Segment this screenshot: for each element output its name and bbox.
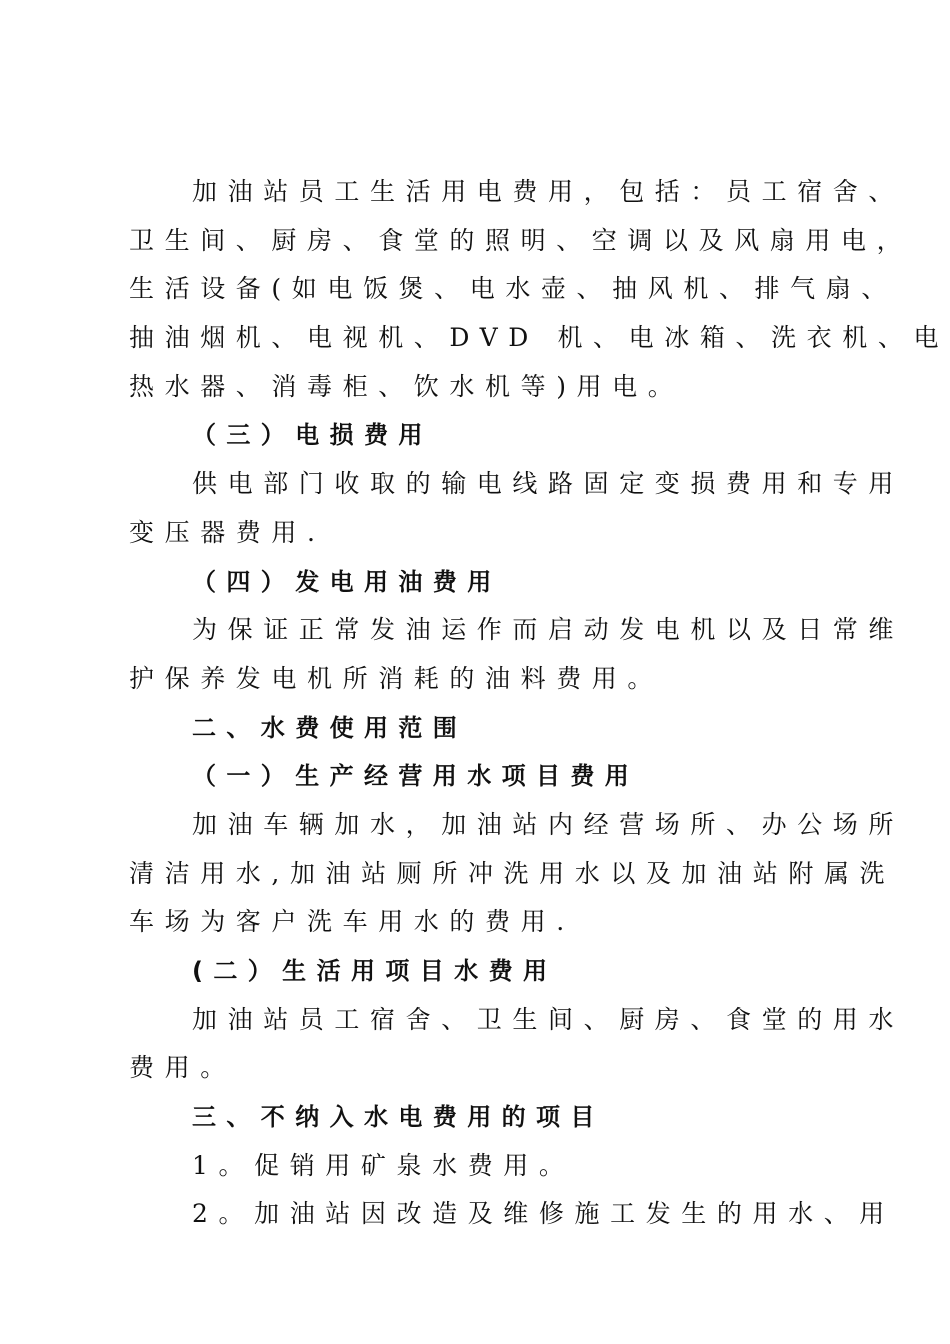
- document-body: [129, 168, 950, 1239]
- paragraph-line: 加油车辆加水，加油站内经营场所、办公场所: [192, 809, 905, 839]
- list-item: 1。促销用矿泉水费用。: [192, 1150, 575, 1180]
- section-heading: （三）电损费用: [192, 421, 433, 450]
- section-heading: 三、不纳入水电费用的项目: [192, 1103, 605, 1132]
- paragraph-line: 车场为客户洗车用水的费用.: [129, 907, 575, 937]
- paragraph-line: 加油站员工生活用电费用，包括：员工宿舍、: [192, 177, 905, 206]
- section-heading: (二）生活用项目水费用: [192, 957, 558, 985]
- paragraph-line: 加油站员工宿舍、卫生间、厨房、食堂的用水: [192, 1004, 905, 1034]
- paragraph-line: 抽油烟机、电视机、DVD 机、电冰箱、洗衣机、电: [129, 323, 950, 353]
- paragraph-line: 卫生间、厨房、食堂的照明、空调以及风扇用电，: [129, 225, 913, 255]
- section-heading: （四）发电用油费用: [192, 567, 502, 596]
- list-item: 2。加油站因改造及维修施工发生的用水、用: [192, 1199, 895, 1229]
- paragraph-line: 为保证正常发油运作而启动发电机以及日常维: [192, 615, 905, 645]
- paragraph-line: 热水器、消毒柜、饮水机等)用电。: [129, 371, 684, 401]
- paragraph-line: 费用。: [129, 1053, 236, 1083]
- paragraph-line: 护保养发电机所消耗的油料费用。: [129, 663, 664, 693]
- paragraph-line: 生活设备(如电饭煲、电水壶、抽风机、排气扇、: [129, 274, 897, 304]
- section-heading: 二、水费使用范围: [192, 713, 468, 742]
- paragraph-line: 清洁用水,加油站厕所冲洗用水以及加油站附属洗: [129, 858, 896, 888]
- paragraph-line: 变压器费用.: [129, 517, 326, 547]
- paragraph-line: 供电部门收取的输电线路固定变损费用和专用: [192, 469, 905, 499]
- section-heading: （一）生产经营用水项目费用: [192, 762, 640, 791]
